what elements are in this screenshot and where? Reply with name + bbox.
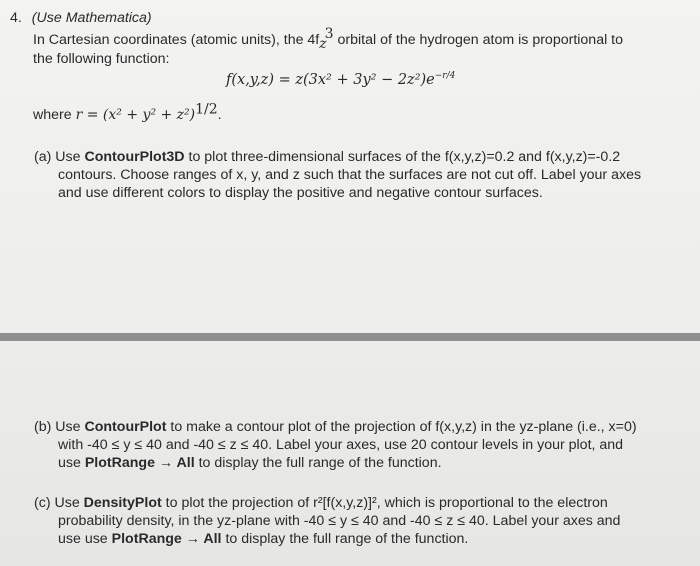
part-a-text-1: to plot three-dimensional surfaces of the f(x,y,z)=0.2 and f(x,y,z)=-0.2: [188, 149, 621, 165]
radius-equation: r = (x² + y² + z²): [75, 107, 196, 123]
intro-text-rest: orbital of the hydrogen atom is proportional to: [333, 32, 624, 48]
part-b-command: ContourPlot: [84, 419, 167, 435]
equation-body: f(x,y,z) = z(3x² + 3y² − 2z²)e: [226, 72, 435, 88]
lower-page: [0, 341, 700, 566]
where-line: [33, 101, 222, 124]
part-b-plotrange: PlotRange → All: [84, 455, 195, 471]
part-c-label: (c) Use: [34, 495, 80, 511]
intro-line-2: the following function:: [33, 51, 170, 67]
part-c-text-3-pre: use use: [58, 531, 108, 547]
question-header: [10, 9, 152, 27]
part-b-text-1: to make a contour plot of the projection of f(x,y,z) in the yz-plane (i.e., x=0): [170, 419, 637, 435]
part-c-plotrange: PlotRange → All: [111, 531, 222, 547]
part-a-label: (a) Use: [34, 149, 81, 165]
radius-period: .: [217, 107, 222, 123]
part-b-line-3: [58, 454, 442, 472]
part-a-line-1: [34, 148, 620, 166]
radius-exponent: 1/2: [195, 101, 218, 118]
equation-exponent: −r/4: [434, 71, 456, 82]
part-a-line-2: contours. Choose ranges of x, y, and z such that the surfaces are not cut off. Label your axes: [58, 167, 642, 183]
intro-line-1: [33, 26, 624, 52]
part-b-line-2: with -40 ≤ y ≤ 40 and -40 ≤ z ≤ 40. Label your axes, use 20 contour levels in your plot, and: [58, 437, 624, 453]
part-c-command: DensityPlot: [83, 495, 162, 511]
part-c-text-3-rest: to display the full range of the function.: [225, 531, 469, 547]
part-a-command: ContourPlot3D: [84, 149, 185, 165]
part-b-text-3-rest: to display the full range of the function.: [198, 455, 442, 471]
question-subject: (Use Mathematica): [31, 10, 152, 26]
question-number: 4.: [10, 10, 22, 26]
part-c-text-1: to plot the projection of r²[f(x,y,z)]², which is proportional to the electron: [165, 495, 608, 511]
orbital-superscript: 3: [324, 26, 334, 43]
part-c-line-3: [58, 530, 468, 548]
part-b-text-3-pre: use: [58, 455, 81, 471]
equation: [226, 71, 455, 89]
orbital-subscript: z: [319, 35, 327, 52]
part-c-line-2: probability density, in the yz-plane with -40 ≤ y ≤ 40 and -40 ≤ z ≤ 40. Label your axes and: [58, 513, 621, 529]
page-gap: [0, 333, 700, 341]
part-b-line-1: [34, 418, 637, 436]
part-c-line-1: [34, 494, 608, 512]
where-label: where: [33, 107, 72, 123]
part-b-label: (b) Use: [34, 419, 81, 435]
intro-text: In Cartesian coordinates (atomic units), the 4f: [33, 32, 320, 48]
part-a-line-3: and use different colors to display the positive and negative contour surfaces.: [58, 185, 543, 201]
